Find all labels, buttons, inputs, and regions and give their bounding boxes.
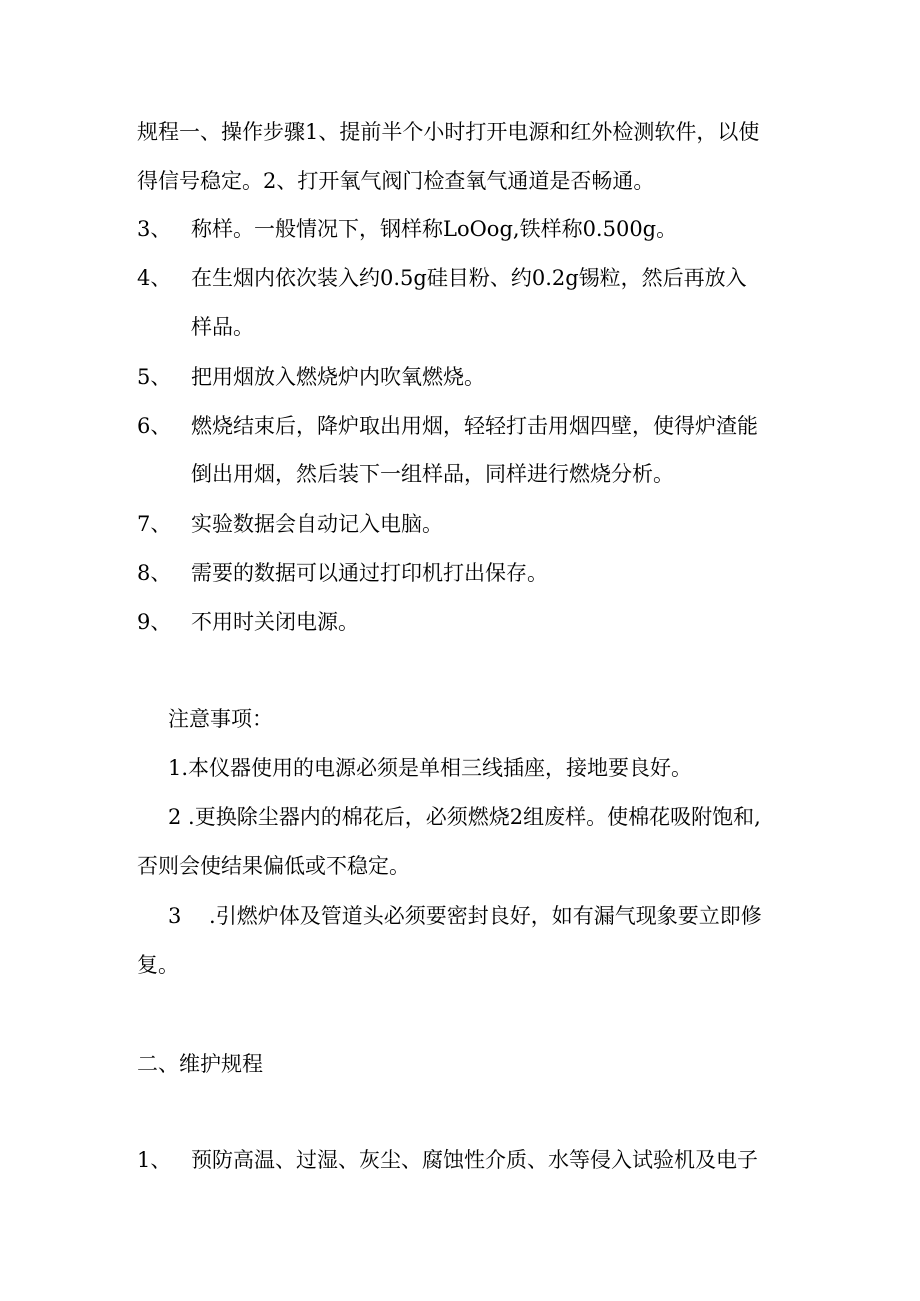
note-item: 1.本仪器使用的电源必须是单相三线插座，接地要良好。 (168, 756, 693, 780)
step-number: 9、 (137, 610, 172, 634)
step-number: 6、 (137, 414, 172, 438)
step-number: 1、 (137, 1148, 172, 1172)
step-number: 4、 (137, 266, 172, 290)
step-text: 称样。一般情况下，钢样称LoOog,铁样称0.500g。 (191, 217, 678, 241)
note-item: 2 .更换除尘器内的棉花后，必须燃烧2组废样。使棉花吸附饱和, (168, 805, 761, 829)
intro-line-1: 规程一、操作步骤1、提前半个小时打开电源和红外检测软件，以使 (137, 120, 760, 144)
step-text: 把用烟放入燃烧炉内吹氧燃烧。 (191, 365, 485, 389)
intro-line-2: 得信号稳定。2、打开氧气阀门检查氧气通道是否畅通。 (137, 169, 655, 193)
step-text: 燃烧结束后，降炉取出用烟，轻轻打击用烟四壁，使得炉渣能 (191, 414, 758, 438)
step-number: 8、 (137, 561, 172, 585)
step-text: 需要的数据可以通过打印机打出保存。 (191, 561, 548, 585)
step-number: 7、 (137, 512, 172, 536)
step-number: 3、 (137, 217, 172, 241)
step-text: 不用时关闭电源。 (191, 610, 359, 634)
section-heading: 二、维护规程 (137, 1052, 263, 1076)
step-text-continuation: 样品。 (191, 315, 254, 339)
note-item-continuation: 否则会使结果偏低或不稳定。 (137, 854, 410, 878)
step-text: 实验数据会自动记入电脑。 (191, 512, 443, 536)
note-item-continuation: 复。 (137, 953, 179, 977)
step-number: 5、 (137, 365, 172, 389)
step-text: 预防高温、过湿、灰尘、腐蚀性介质、水等侵入试验机及电子 (191, 1148, 758, 1172)
notes-title: 注意事项： (168, 707, 273, 731)
step-text: 在生烟内依次装入约0.5g硅目粉、约0.2g锡粒，然后再放入 (191, 266, 747, 290)
step-text-continuation: 倒出用烟，然后装下一组样品，同样进行燃烧分析。 (191, 462, 674, 486)
note-item: 3 .引燃炉体及管道头必须要密封良好，如有漏气现象要立即修 (168, 904, 762, 928)
